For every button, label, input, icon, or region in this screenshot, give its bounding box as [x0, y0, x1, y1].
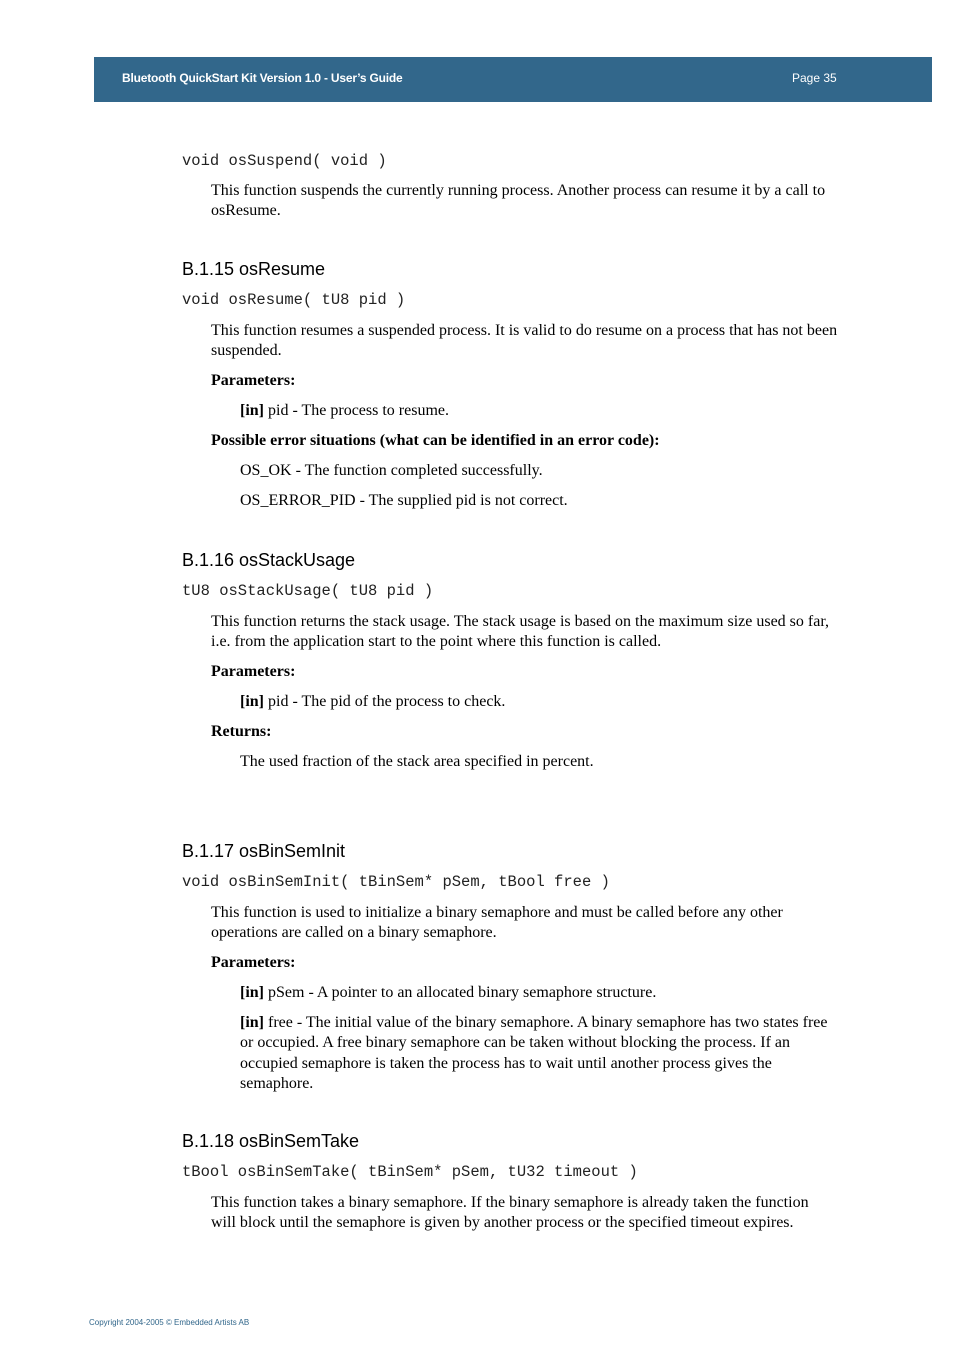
function-signature: void osBinSemInit( tBinSem* pSem, tBool free ) — [182, 873, 610, 891]
parameter-item — [240, 692, 840, 712]
section-number: B.1.15 — [182, 259, 235, 279]
function-description: This function returns the stack usage. The stack usage is based on the maximum size used so far, i.e. from the application start to the point where this function is called. — [211, 613, 830, 651]
parameter-item — [240, 1013, 835, 1094]
section-heading — [182, 549, 355, 571]
parameters-label: Parameters: — [211, 954, 296, 971]
parameters-label: Parameters: — [211, 663, 296, 680]
error-item: OS_OK - The function completed successfully. — [240, 462, 543, 479]
section-number: B.1.17 — [182, 841, 235, 861]
function-signature: void osResume( tU8 pid ) — [182, 291, 406, 309]
parameters-label: Parameters: — [211, 372, 296, 389]
param-text: free - The initial value of the binary semaphore. A binary semaphore has two states free or occupied. A free binary semaphore can be taken without blocking the process. If an occupied semaphore is taken the process has to wait until another process gives the semaphore. — [240, 1014, 828, 1092]
section-title: osBinSemTake — [239, 1131, 360, 1151]
section-heading — [182, 840, 345, 862]
param-text: pid - The pid of the process to check. — [264, 693, 506, 710]
param-direction: [in] — [240, 984, 264, 1001]
section-heading — [182, 258, 325, 280]
param-text: pSem - A pointer to an allocated binary semaphore structure. — [264, 984, 657, 1001]
function-signature: tU8 osStackUsage( tU8 pid ) — [182, 582, 434, 600]
errors-label: Possible error situations (what can be identified in an error code): — [211, 432, 660, 449]
page-number: Page 35 — [792, 71, 837, 85]
section-number: B.1.16 — [182, 550, 235, 570]
function-description: This function is used to initialize a binary semaphore and must be called before any other operations are called on a binary semaphore. — [211, 904, 783, 942]
section-heading — [182, 1130, 359, 1152]
parameter-item — [240, 401, 840, 421]
document-title: Bluetooth QuickStart Kit Version 1.0 - User’s Guide — [122, 71, 403, 85]
returns-text: The used fraction of the stack area specified in percent. — [240, 753, 594, 770]
function-description: This function suspends the currently running process. Another process can resume it by a call to osResume. — [211, 182, 826, 220]
param-direction: [in] — [240, 1014, 264, 1031]
param-direction: [in] — [240, 402, 264, 419]
returns-label: Returns: — [211, 723, 272, 740]
error-item: OS_ERROR_PID - The supplied pid is not correct. — [240, 492, 568, 509]
function-description: This function takes a binary semaphore. If the binary semaphore is already taken the function will block until the semaphore is given by another process or the specified timeout expires. — [211, 1194, 809, 1232]
section-number: B.1.18 — [182, 1131, 235, 1151]
function-signature: void osSuspend( void ) — [182, 152, 387, 170]
function-signature: tBool osBinSemTake( tBinSem* pSem, tU32 timeout ) — [182, 1163, 638, 1181]
param-text: pid - The process to resume. — [264, 402, 449, 419]
section-title: osResume — [239, 259, 326, 279]
param-direction: [in] — [240, 693, 264, 710]
section-title: osBinSemInit — [239, 841, 346, 861]
copyright-footer: Copyright 2004-2005 © Embedded Artists AB — [89, 1318, 250, 1327]
section-title: osStackUsage — [239, 550, 356, 570]
function-description: This function resumes a suspended process. It is valid to do resume on a process that has not been suspended. — [211, 322, 838, 360]
page-header — [94, 57, 932, 102]
parameter-item — [240, 983, 840, 1003]
